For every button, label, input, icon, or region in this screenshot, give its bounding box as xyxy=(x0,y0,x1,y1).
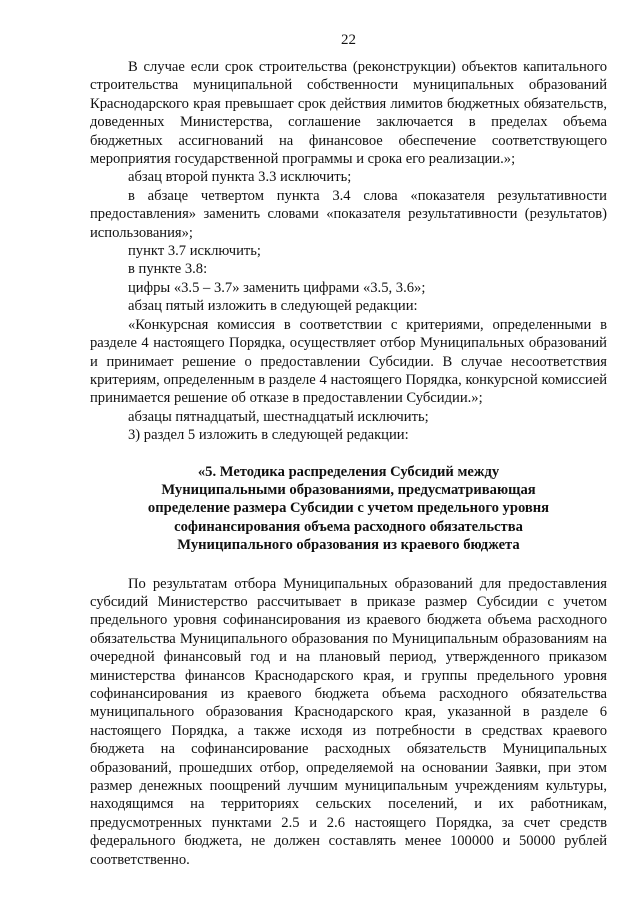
paragraph-methodology: По результатам отбора Муниципальных образований для предоставления субсидий Министерство рассчитывает в приказе размер Субсидии с учетом предельного уровня софинансирования из краевого бюджета объема расходного обязательства Муниципального образования по Муниципальным образованиям на очередной финансовый год и на плановый период, утвержденного приказом министерства финансов Краснодарского края, и группы предельного уровня софинансирования из краевого бюджета объема расходного обязательства муниципального образования Краснодарского края, указанной в разделе 6 настоящего Порядка, а также исходя из потребности в средствах краевого бюджета на софинансирование расходных обязательств Муниципальных образований, прошедших отбор, определяемой на основании Заявки, при этом размер денежных поощрений лучшим муниципальным учреждениям культуры, находящимся на территориях сельских поселений, и их работникам, предусмотренных пунктами 2.5 и 2.6 настоящего Порядка, за счет средств федерального бюджета, не должен составлять менее 100000 и 50000 рублей соответственно. xyxy=(90,575,607,868)
heading-line: софинансирования объема расходного обязательства xyxy=(174,518,523,535)
heading-line: Муниципальными образованиями, предусматривающая xyxy=(161,481,536,498)
paragraph-3-4: в абзаце четвертом пункта 3.4 слова «показателя результативности предоставления» заменить словами «показателя результативности (результатов) использования»; xyxy=(90,187,607,241)
paragraph-section-5: 3) раздел 5 изложить в следующей редакции: xyxy=(128,427,409,444)
heading-line: «5. Методика распределения Субсидий между xyxy=(197,463,500,480)
paragraph-commission: «Конкурсная комиссия в соответствии с критериями, определенными в разделе 4 настоящего Порядка, осуществляет отбор Муниципальных образований и принимает решение о предоставлении Субсидии. В случае несоответствия критериям, определенным в разделе 4 настоящего Порядка, конкурсной комиссией принимается решение об отказе в предоставлении Субсидии.»; xyxy=(90,316,607,407)
paragraph-construction-term: В случае если срок строительства (реконструкции) объектов капитального строительства муниципальной собственности муниципальных образований Краснодарского края превышает срок действия лимитов бюджетных обязательств, доведенных Министерства, соглашение заключается в пределах объема бюджетных ассигнований на финансовое обеспечение соответствующего мероприятия государственной программы и срока его реализации.»; xyxy=(90,59,607,168)
paragraph-digits: цифры «3.5 – 3.7» заменить цифрами «3.5, 3.6»; xyxy=(128,279,426,296)
page-number: 22 xyxy=(341,32,356,48)
paragraph-3-7: пункт 3.7 исключить; xyxy=(128,243,261,260)
section-heading xyxy=(90,463,607,555)
heading-line: определение размера Субсидии с учетом предельного уровня xyxy=(147,500,550,517)
heading-line: Муниципального образования из краевого бюджета xyxy=(177,537,520,554)
paragraph-3-8: в пункте 3.8: xyxy=(128,261,208,278)
paragraph-3-3: абзац второй пункта 3.3 исключить; xyxy=(128,169,352,186)
document-page xyxy=(90,30,607,869)
paragraph-abzac-fifth: абзац пятый изложить в следующей редакции: xyxy=(128,298,418,315)
paragraph-abzacs-exclude: абзацы пятнадцатый, шестнадцатый исключить; xyxy=(128,408,429,425)
